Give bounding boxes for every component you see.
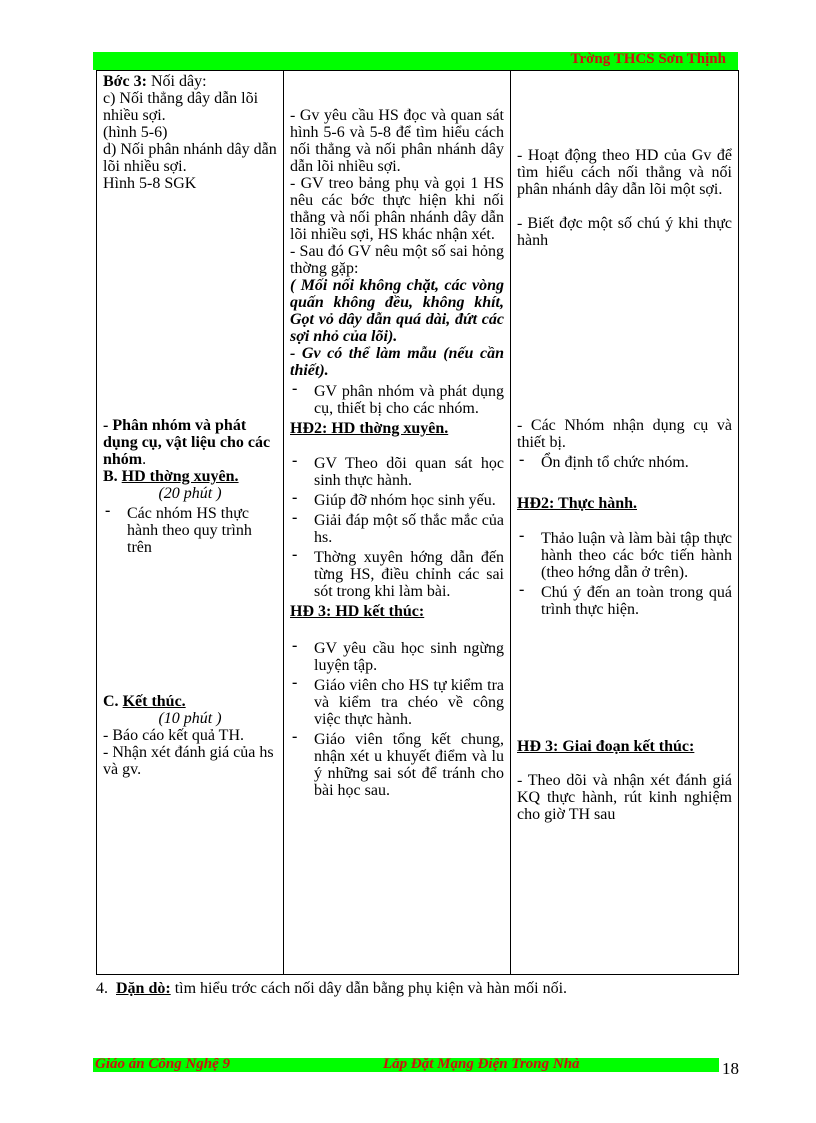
- group-title: - Phân nhóm và phát dụng cụ, vật liệu cho các nhóm: [103, 417, 271, 468]
- step-c-text: c) Nối thẳng dây dẫn lõi nhiều sợi.: [103, 90, 259, 124]
- student-hd3-heading: HĐ 3: Giai đoạn kết thúc:: [517, 738, 695, 755]
- teacher-bullet-1: - GV phân nhóm và phát dụng cụ, thiết bị cho các nhóm.: [290, 383, 504, 417]
- student-hd2-heading: HĐ2: Thực hành.: [517, 495, 638, 512]
- teacher-bullet-5: - Thờng xuyên hớng dẫn đến từng HS, điều chỉnh các sai sót trong khi làm bài.: [290, 549, 504, 600]
- student-bullet-3: - Chú ý đến an toàn trong quá trình thực hiện.: [517, 584, 732, 618]
- step-d-text: d) Nối phân nhánh dây dẫn lõi nhiều sợi.: [103, 141, 277, 175]
- note-text: tìm hiểu trớc cách nối dây dẫn bằng phụ kiện và hàn mối nối.: [170, 980, 568, 997]
- c-prefix: C.: [103, 693, 119, 710]
- teacher-p5: - Gv có thể làm mẫu (nếu cần thiết).: [290, 345, 504, 379]
- footer-left: Giáo án Công Nghệ 9: [95, 1058, 231, 1072]
- teacher-bullet-3: - Giúp đỡ nhóm học sinh yếu.: [290, 492, 504, 509]
- teacher-bullet-4: - Giải đáp một số thắc mắc của hs.: [290, 512, 504, 546]
- figure-ref-2: Hình 5-8 SGK: [103, 175, 197, 192]
- section-c-line2: - Nhận xét đánh giá của hs và gv.: [103, 744, 274, 778]
- b-prefix: B.: [103, 468, 118, 485]
- note-label: Dặn dò:: [116, 980, 171, 997]
- teacher-p4: ( Mối nối không chặt, các vòng quấn không đều, không khít, Gọt vỏ dây dẫn quá dài, đứt các sợi nhỏ của lõi).: [290, 277, 504, 345]
- teacher-column: [284, 71, 511, 975]
- student-bullet-1: - Ổn định tổ chức nhóm.: [517, 454, 732, 471]
- step3-label: Bớc 3:: [103, 73, 147, 90]
- student-p4: - Theo dõi và nhận xét đánh giá KQ thực hành, rút kinh nghiệm cho giờ TH sau: [517, 772, 732, 823]
- section-b-bullet: - Các nhóm HS thực hành theo quy trình trên: [103, 505, 277, 556]
- group-dot: .: [142, 451, 147, 468]
- student-p1: - Hoạt động theo HD của Gv để tìm hiểu cách nối thẳng và nối phân nhánh dây dẫn lõi một sợi.: [517, 147, 732, 198]
- hd3-heading: HĐ 3: HD kết thúc:: [290, 603, 425, 620]
- student-p3: - Các Nhóm nhận dụng cụ và thiết bị.: [517, 417, 732, 451]
- student-column: [511, 71, 739, 975]
- teacher-bullet-7: - Giáo viên cho HS tự kiểm tra và kiểm tra chéo về công việc thực hành.: [290, 677, 504, 728]
- content-column: [97, 71, 284, 975]
- header-bar: [93, 52, 738, 70]
- figure-ref-1: (hình 5-6): [103, 124, 168, 141]
- teacher-bullet-2: - GV Theo dõi quan sát học sinh thực hành.: [290, 455, 504, 489]
- teacher-p1: - Gv yêu cầu HS đọc và quan sát hình 5-6 và 5-8 để tìm hiểu cách nối thẳng và nối phân nhánh dây dẫn lõi nhiều sợi.: [290, 107, 504, 175]
- teacher-p2: - GV treo bảng phụ và gọi 1 HS nêu các bớc thực hiện khi nối thẳng và nối phân nhánh dây dẫn lõi nhiều sợi, HS khác nhận xét.: [290, 175, 504, 243]
- school-name: Trờng THCS Sơn Thịnh: [570, 51, 726, 67]
- section-b-title: HD thờng xuyên.: [121, 468, 239, 485]
- student-p2: - Biết đợc một số chú ý khi thực hành: [517, 215, 732, 249]
- hd2-heading: HĐ2: HD thờng xuyên.: [290, 420, 449, 437]
- student-bullet-2: - Thảo luận và làm bài tập thực hành theo các bớc tiến hành (theo hớng dẫn ở trên).: [517, 530, 732, 581]
- section-c-title: Kết thúc.: [122, 693, 186, 710]
- teacher-bullet-6: - GV yêu cầu học sinh ngừng luyện tập.: [290, 640, 504, 674]
- section-b-time: (20 phút ): [158, 485, 222, 502]
- footer-center: Lắp Đặt Mạng Điện Trong Nhà: [383, 1058, 580, 1072]
- section-c-time: (10 phút ): [158, 710, 222, 727]
- teacher-p3: - Sau đó GV nêu một số sai hỏng thờng gặp:: [290, 243, 504, 277]
- note-number: 4.: [96, 980, 108, 997]
- homework-note: [96, 980, 567, 998]
- lesson-table: [96, 70, 739, 975]
- section-c-line1: - Báo cáo kết quả TH.: [103, 727, 244, 744]
- page-number: 18: [722, 1059, 739, 1078]
- step3-text: Nối dây:: [150, 73, 207, 90]
- teacher-bullet-8: - Giáo viên tổng kết chung, nhận xét u khuyết điểm và lu ý những sai sót để tránh cho bài học sau.: [290, 731, 504, 799]
- footer-bar: [93, 1058, 719, 1072]
